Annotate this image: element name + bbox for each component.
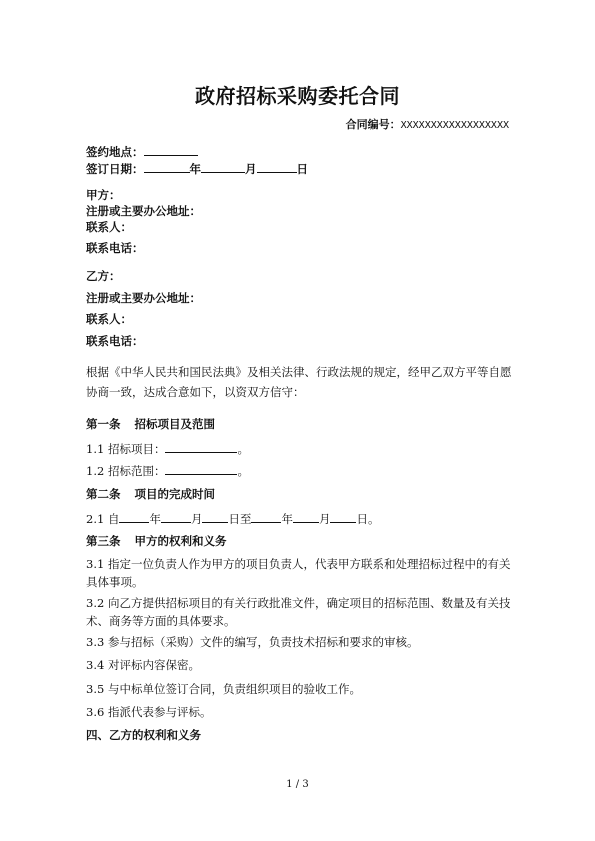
item-2-1-prefix: 2.1 自	[86, 512, 120, 526]
party-b-phone: 联系电话：	[86, 334, 144, 348]
page-number: 1 / 3	[286, 779, 309, 790]
sign-place-blank	[144, 143, 198, 156]
section-1-number: 第一条	[86, 417, 121, 431]
section-1-title: 招标项目及范围	[134, 417, 215, 431]
item-2-1-blank-6	[330, 510, 356, 523]
item-3-3: 3.3 参与招标（采购）文件的编写，负责技术招标和要求的审核。	[86, 635, 419, 649]
party-b-name: 乙方：	[86, 269, 121, 283]
section-4-heading: 四、乙方的权利和义务	[86, 728, 201, 742]
party-b-contact: 联系人：	[86, 312, 132, 326]
section-3-number: 第三条	[86, 534, 121, 548]
sign-date-label: 签订日期：	[86, 162, 144, 176]
item-1-2-end: 。	[237, 464, 249, 478]
section-1-heading	[86, 416, 215, 432]
document-title: 政府招标采购委托合同	[195, 84, 400, 108]
item-2-1-blank-4	[251, 510, 281, 523]
sign-day-blank	[257, 160, 297, 173]
party-a-address: 注册或主要办公地址：	[86, 204, 201, 218]
item-1-1-blank	[165, 440, 237, 453]
party-a-contact: 联系人：	[86, 220, 132, 234]
item-1-1-end: 。	[237, 442, 249, 456]
item-1-2	[86, 462, 514, 480]
item-3-1: 3.1 指定一位负责人作为甲方的项目负责人，代表甲方联系和处理招标过程中的有关具体事项。	[86, 557, 511, 589]
sign-day-label: 日	[296, 162, 308, 176]
party-b-address: 注册或主要办公地址：	[86, 291, 201, 305]
item-2-1-blank-3	[202, 510, 228, 523]
contract-number	[346, 116, 509, 132]
item-3-6: 3.6 指派代表参与评标。	[86, 705, 212, 719]
item-2-1-day-to: 日至	[228, 512, 252, 526]
item-1-2-text: 1.2 招标范围：	[86, 464, 166, 478]
sign-place-label: 签约地点：	[86, 145, 144, 159]
item-3-2: 3.2 向乙方提供招标项目的有关行政批准文件，确定项目的招标范围、数量及有关技术、商务等方面的具体要求。	[86, 596, 511, 628]
item-2-1-end: 日。	[356, 512, 380, 526]
sign-date-line	[86, 160, 308, 177]
item-3-4: 3.4 对评标内容保密。	[86, 658, 200, 672]
item-2-1	[86, 510, 514, 528]
contract-number-value: XXXXXXXXXXXXXXXXXX	[400, 120, 509, 131]
item-2-1-month2: 月	[318, 512, 331, 526]
item-2-1-blank-5	[293, 510, 319, 523]
party-a-name: 甲方：	[86, 188, 121, 202]
item-2-1-blank-1	[119, 510, 149, 523]
section-3-title: 甲方的权利和义务	[134, 534, 227, 548]
sign-month-label: 月	[245, 162, 257, 176]
sign-year-blank	[144, 160, 190, 173]
item-2-1-month: 月	[190, 512, 203, 526]
party-a-phone: 联系电话：	[86, 241, 144, 255]
section-2-heading	[86, 486, 215, 502]
sign-month-blank	[201, 160, 245, 173]
item-3-5: 3.5 与中标单位签订合同，负责组织项目的验收工作。	[86, 682, 361, 696]
sign-place-line	[86, 143, 198, 160]
item-2-1-year: 年	[149, 512, 161, 526]
item-1-1-text: 1.1 招标项目：	[86, 442, 166, 456]
item-2-1-blank-2	[161, 510, 191, 523]
item-1-2-blank	[165, 462, 237, 475]
section-3-heading	[86, 533, 227, 549]
sign-year-label: 年	[189, 162, 201, 176]
intro-paragraph: 根据《中华人民共和国民法典》及相关法律、行政法规的规定，经甲乙双方平等自愿协商一致，达成合意如下，以资双方信守：	[86, 365, 512, 399]
contract-number-label: 合同编号：	[345, 118, 401, 131]
section-2-title: 项目的完成时间	[134, 487, 215, 501]
item-1-1	[86, 440, 514, 458]
item-2-1-year2: 年	[281, 512, 293, 526]
section-2-number: 第二条	[86, 487, 121, 501]
